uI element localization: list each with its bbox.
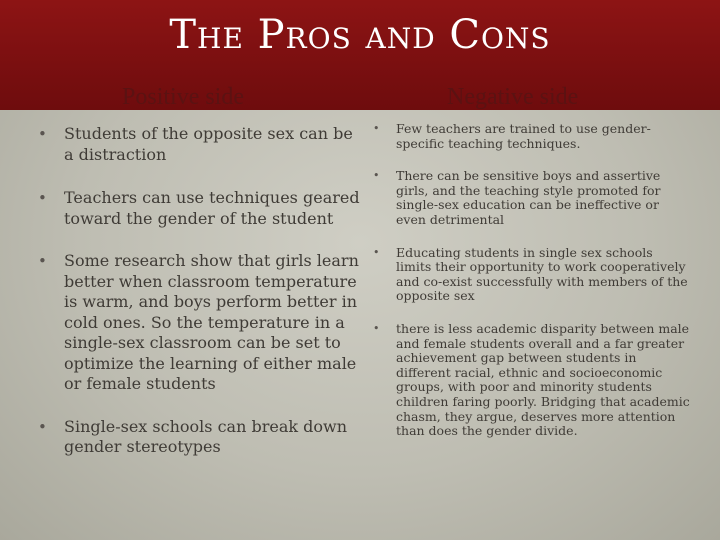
positive-list (30, 124, 360, 458)
positive-item (30, 417, 360, 458)
negative-list (360, 122, 690, 439)
positive-item-text: Single-sex schools can break down gender stereotypes (64, 416, 348, 456)
positive-item-text: Students of the opposite sex can be a distraction (64, 124, 353, 164)
bullet-icon: • (38, 125, 47, 143)
bullet-icon: • (373, 245, 380, 259)
negative-item (360, 122, 690, 151)
positive-side-heading: Positive side (122, 84, 245, 110)
slide-title: The Pros and Cons (169, 12, 551, 58)
negative-item-text: there is less academic disparity between male and female students overall and a far greater achievement gap between students in different racial, ethnic and socioeconomic groups, with poor and minority students children faring poorly. Bridging that academic chasm, they argue, deserves more attention than does the gender divide. (396, 320, 690, 439)
bullet-icon: • (38, 417, 47, 436)
bullet-icon: • (373, 169, 380, 183)
positive-item (30, 188, 360, 229)
positive-item-text: Some research show that girls learn better when classroom temperature is warm, and boys perform better in cold ones. So the temperature in a single-sex classroom can be set to optimize the learning of either male or female students (64, 251, 359, 393)
negative-item (360, 246, 690, 304)
positive-item (30, 124, 360, 165)
bullet-icon: • (38, 252, 47, 270)
negative-item (360, 322, 690, 439)
negative-item-text: Educating students in single sex schools limits their opportunity to work cooperatively and co-exist successfully with members of the opposite sex (396, 244, 688, 304)
negative-item-text: Few teachers are trained to use gender-specific teaching techniques. (396, 121, 651, 151)
bullet-icon: • (373, 321, 380, 335)
negative-item-text: There can be sensitive boys and assertive girls, and the teaching style promoted for single-sex education can be ineffective or even detrimental (396, 168, 661, 227)
positive-item (30, 251, 360, 395)
bullet-icon: • (38, 189, 47, 207)
negative-item (360, 169, 690, 227)
bullet-icon: • (373, 122, 380, 135)
negative-side-heading: Negative side (447, 84, 579, 110)
positive-item-text: Teachers can use techniques geared toward the gender of the student (64, 188, 360, 228)
